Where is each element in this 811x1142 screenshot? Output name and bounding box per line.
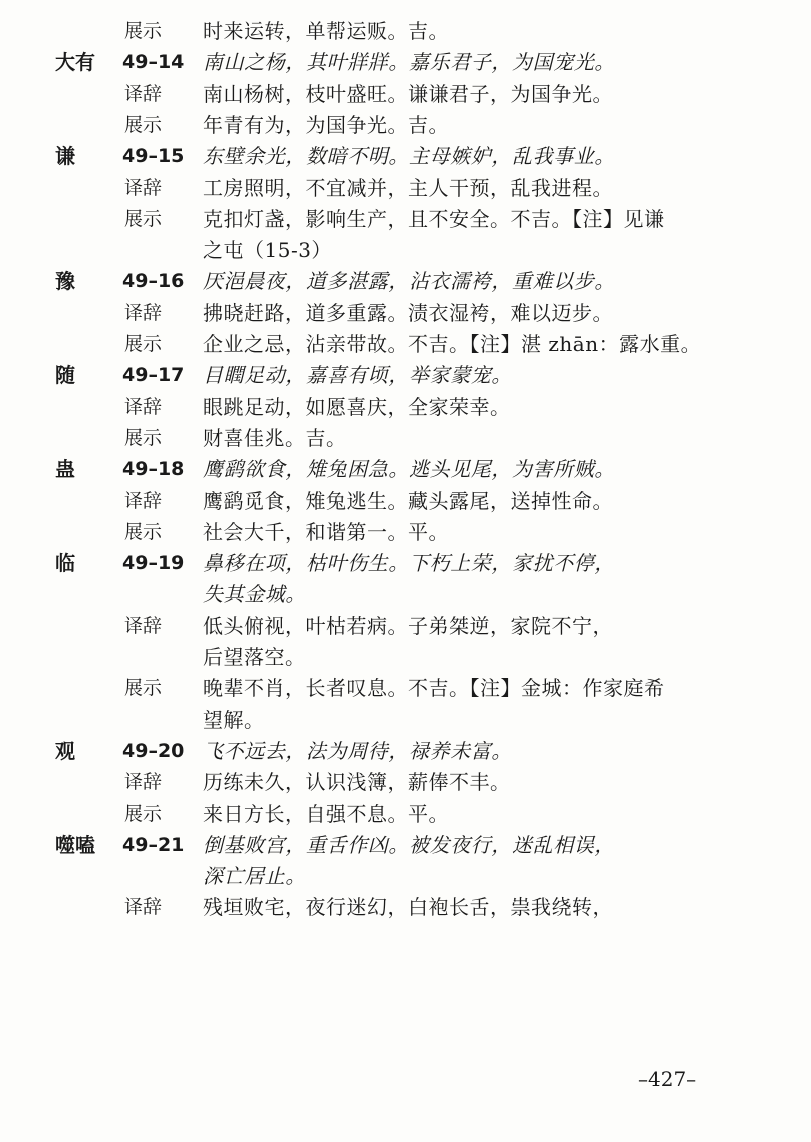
verse-text: 深亡居止。 [203, 864, 306, 888]
text-content: 拂晓赶路，道多重露。渍衣湿袴，难以迈步。 [203, 301, 613, 325]
text-content: 残垣败宅，夜行迷幻，白袍长舌，祟我绕转， [203, 895, 613, 919]
line-label: 译辞 [124, 896, 163, 918]
text-line [0, 233, 811, 267]
text-line [0, 77, 811, 111]
text-content: 来日方长，自强不息。平。 [203, 802, 449, 826]
text-line [0, 546, 811, 580]
verse-text: 目瞤足动，嘉喜有顷，举家蒙宠。 [203, 363, 512, 387]
text-content: 眼跳足动，如愿喜庆，全家荣幸。 [203, 395, 511, 419]
verse-text: 倒基败宫，重舌作凶。被发夜行，迷乱相误， [203, 833, 615, 857]
text-content: 历练未久，认识浅簿，薪俸不丰。 [203, 770, 511, 794]
hexagram-name: 豫 [55, 269, 75, 293]
text-line [0, 108, 811, 142]
text-line [0, 515, 811, 549]
text-content: 南山杨树，枝叶盛旺。谦谦君子，为国争光。 [203, 82, 613, 106]
text-line [0, 452, 811, 486]
entry-code: 49–18 [122, 458, 185, 480]
text-content: 工房照明，不宜减并，主人干预，乱我进程。 [203, 176, 613, 200]
entry-code: 49–21 [122, 834, 185, 856]
hexagram-name: 谦 [55, 144, 75, 168]
line-label: 译辞 [124, 177, 163, 199]
text-line [0, 296, 811, 330]
line-label: 译辞 [124, 490, 163, 512]
entry-code: 49–14 [122, 51, 185, 73]
entry-code: 49–15 [122, 145, 185, 167]
verse-text: 鼻移在项，枯叶伤生。下朽上荣，家扰不停， [203, 551, 615, 575]
hexagram-name: 噬嗑 [55, 833, 95, 857]
text-content: 后望落空。 [203, 645, 306, 669]
line-label: 译辞 [124, 302, 163, 324]
entry-code: 49–16 [122, 270, 185, 292]
text-line [0, 797, 811, 831]
entry-code: 49–20 [122, 740, 185, 762]
text-line [0, 890, 811, 924]
text-content: 时来运转，单帮运贩。吉。 [203, 19, 449, 43]
text-line [0, 45, 811, 79]
line-label: 展示 [124, 803, 163, 825]
text-line [0, 765, 811, 799]
text-content: 低头俯视，叶枯若病。子弟桀逆，家院不宁， [203, 614, 613, 638]
text-line [0, 14, 811, 48]
hexagram-name: 随 [55, 363, 75, 387]
hexagram-name: 蛊 [55, 457, 75, 481]
text-content: 年青有为，为国争光。吉。 [203, 113, 449, 137]
line-label: 展示 [124, 333, 163, 355]
text-content: 晚辈不肖，长者叹息。不吉。【注】金城：作家庭希 [203, 676, 665, 700]
line-label: 展示 [124, 20, 163, 42]
line-label: 译辞 [124, 83, 163, 105]
line-label: 展示 [124, 521, 163, 543]
text-line [0, 671, 811, 705]
hexagram-name: 大有 [55, 50, 95, 74]
verse-text: 东壁余光，数暗不明。主母嫉妒，乱我事业。 [203, 144, 615, 168]
verse-text: 失其金城。 [203, 582, 306, 606]
verse-text: 南山之杨，其叶牂牂。嘉乐君子，为国宠光。 [203, 50, 615, 74]
text-line [0, 577, 811, 611]
verse-text: 厌浥晨夜，道多湛露，沾衣濡袴，重难以步。 [203, 269, 615, 293]
text-content: 望解。 [203, 708, 265, 732]
text-content: 之屯（15-3） [203, 238, 332, 262]
text-content: 社会大千，和谐第一。平。 [203, 520, 449, 544]
text-line [0, 171, 811, 205]
text-line [0, 358, 811, 392]
text-line [0, 609, 811, 643]
text-line [0, 390, 811, 424]
text-content: 克扣灯盏，影响生产，且不安全。不吉。【注】见谦 [203, 207, 665, 231]
line-label: 译辞 [124, 771, 163, 793]
page-number: –427– [638, 1067, 697, 1091]
text-line [0, 640, 811, 674]
text-line [0, 734, 811, 768]
hexagram-name: 临 [55, 551, 75, 575]
text-content: 鹰鹞觅食，雉兔逃生。藏头露尾，送掉性命。 [203, 489, 613, 513]
text-line [0, 828, 811, 862]
text-content: 财喜佳兆。吉。 [203, 426, 347, 450]
text-line [0, 327, 811, 361]
line-label: 展示 [124, 208, 163, 230]
line-label: 译辞 [124, 396, 163, 418]
entry-code: 49–17 [122, 364, 185, 386]
text-line [0, 421, 811, 455]
line-label: 译辞 [124, 615, 163, 637]
line-label: 展示 [124, 114, 163, 136]
entry-code: 49–19 [122, 552, 185, 574]
verse-text: 飞不远去，法为周待，禄养未富。 [203, 739, 512, 763]
line-label: 展示 [124, 427, 163, 449]
text-line [0, 139, 811, 173]
line-label: 展示 [124, 677, 163, 699]
verse-text: 鹰鹞欲食，雉兔困急。逃头见尾，为害所贼。 [203, 457, 615, 481]
hexagram-name: 观 [55, 739, 75, 763]
text-line [0, 703, 811, 737]
text-line [0, 202, 811, 236]
text-content: 企业之忌，沾亲带故。不吉。【注】湛 zhān：露水重。 [203, 332, 702, 356]
text-line [0, 264, 811, 298]
text-line [0, 859, 811, 893]
text-line [0, 484, 811, 518]
